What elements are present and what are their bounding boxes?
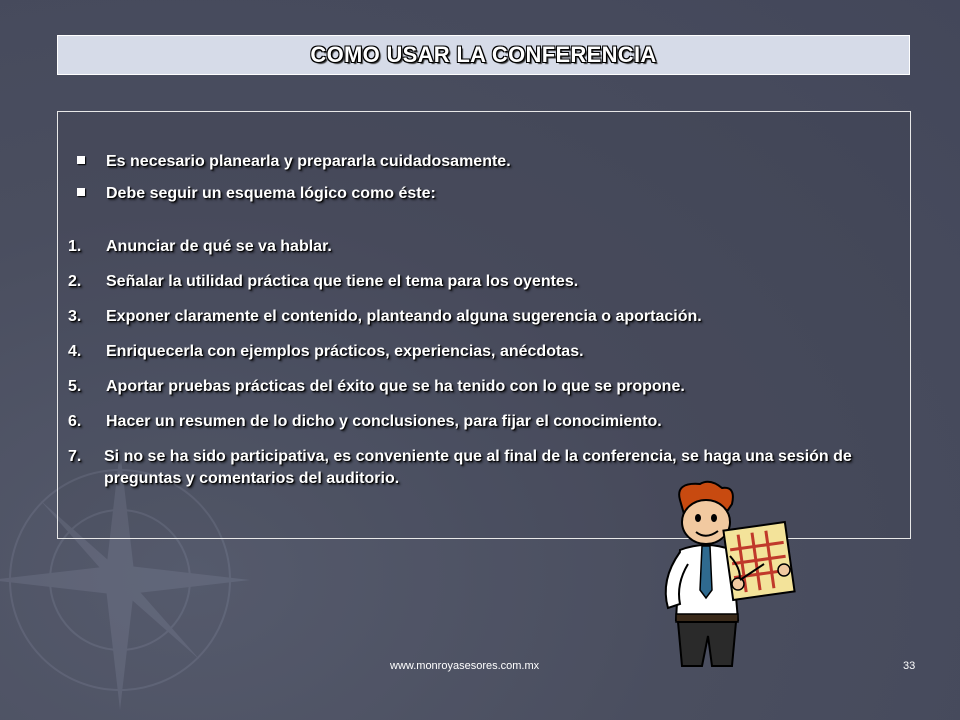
step-text: Enriquecerla con ejemplos prácticos, experiencias, anécdotas. bbox=[106, 343, 584, 360]
step-number: 7. bbox=[68, 448, 82, 465]
step-text: Hacer un resumen de lo dicho y conclusiones, para fijar el conocimiento. bbox=[106, 413, 662, 430]
square-bullet-icon bbox=[77, 188, 85, 196]
presenter-with-chart-icon bbox=[640, 480, 810, 670]
step-number: 5. bbox=[68, 378, 82, 395]
slide-title: COMO USAR LA CONFERENCIA bbox=[310, 42, 657, 67]
bullet-list bbox=[70, 150, 511, 214]
content-panel bbox=[57, 111, 911, 539]
step-text: Aportar pruebas prácticas del éxito que se ha tenido con lo que se propone. bbox=[106, 378, 685, 395]
bullet-text: Es necesario planearla y prepararla cuidadosamente. bbox=[106, 153, 511, 170]
step-item bbox=[68, 341, 898, 363]
step-number: 2. bbox=[68, 273, 82, 290]
footer-url: www.monroyasesores.com.mx bbox=[390, 660, 540, 672]
step-number: 1. bbox=[68, 238, 82, 255]
title-bar bbox=[57, 35, 910, 75]
step-item bbox=[68, 236, 898, 258]
square-bullet-icon bbox=[77, 156, 85, 164]
step-item bbox=[68, 411, 898, 433]
step-number: 6. bbox=[68, 413, 82, 430]
step-number: 3. bbox=[68, 308, 82, 325]
bullet-item bbox=[70, 150, 511, 182]
step-number: 4. bbox=[68, 343, 82, 360]
step-item bbox=[68, 306, 898, 328]
step-item bbox=[68, 376, 898, 398]
page-number: 33 bbox=[903, 660, 916, 672]
step-text: Si no se ha sido participativa, es conveniente que al final de la conferencia, se haga una sesión de preguntas y comentarios del auditorio. bbox=[104, 448, 852, 487]
steps-list bbox=[68, 236, 898, 503]
step-item bbox=[68, 271, 898, 293]
bullet-item bbox=[70, 182, 511, 214]
bullet-text: Debe seguir un esquema lógico como éste: bbox=[106, 185, 436, 202]
step-text: Exponer claramente el contenido, planteando alguna sugerencia o aportación. bbox=[106, 308, 702, 325]
step-text: Señalar la utilidad práctica que tiene el tema para los oyentes. bbox=[106, 273, 579, 290]
step-text: Anunciar de qué se va hablar. bbox=[106, 238, 332, 255]
